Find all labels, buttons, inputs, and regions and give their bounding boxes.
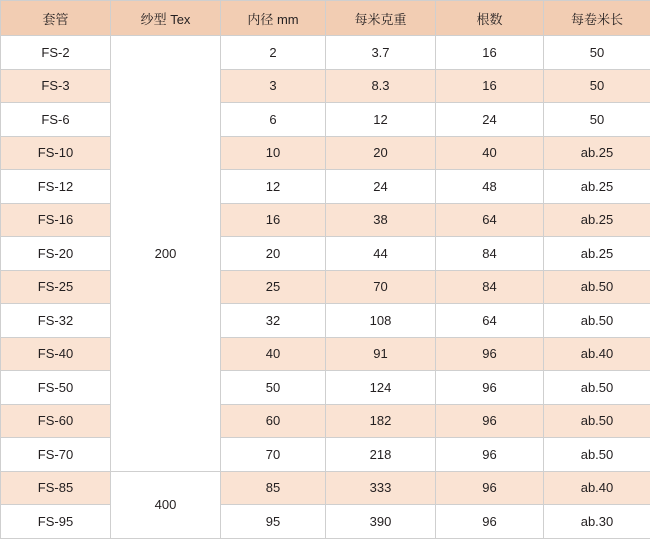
cell-length: 50 (544, 36, 650, 70)
cell-model: FS-50 (1, 371, 111, 405)
cell-model: FS-6 (1, 103, 111, 137)
cell-weight: 8.3 (326, 69, 436, 103)
table-row (1, 69, 650, 103)
cell-diameter: 25 (221, 270, 326, 304)
cell-model: FS-16 (1, 203, 111, 237)
table-row (1, 471, 650, 505)
cell-count: 96 (436, 337, 544, 371)
cell-diameter: 6 (221, 103, 326, 137)
cell-model: FS-32 (1, 304, 111, 338)
cell-count: 16 (436, 69, 544, 103)
table-row (1, 270, 650, 304)
cell-weight: 24 (326, 170, 436, 204)
cell-tex-group-2: 400 (111, 471, 221, 538)
table-row (1, 136, 650, 170)
cell-weight: 3.7 (326, 36, 436, 70)
cell-count: 96 (436, 438, 544, 472)
column-header-weight-per-meter: 每米克重 (326, 1, 436, 36)
cell-length: ab.50 (544, 270, 650, 304)
cell-length: ab.30 (544, 505, 650, 539)
cell-length: ab.50 (544, 371, 650, 405)
column-header-inner-diameter: 内径 mm (221, 1, 326, 36)
cell-diameter: 16 (221, 203, 326, 237)
cell-model: FS-12 (1, 170, 111, 204)
cell-weight: 44 (326, 237, 436, 271)
cell-weight: 218 (326, 438, 436, 472)
table-row (1, 237, 650, 271)
cell-tex-group-1: 200 (111, 36, 221, 472)
column-header-tex: 纱型 Tex (111, 1, 221, 36)
table-row (1, 505, 650, 539)
cell-model: FS-95 (1, 505, 111, 539)
cell-diameter: 20 (221, 237, 326, 271)
cell-diameter: 10 (221, 136, 326, 170)
cell-count: 84 (436, 270, 544, 304)
cell-diameter: 32 (221, 304, 326, 338)
cell-length: ab.25 (544, 237, 650, 271)
cell-model: FS-20 (1, 237, 111, 271)
table-row (1, 304, 650, 338)
cell-diameter: 50 (221, 371, 326, 405)
column-header-model: 套管 (1, 1, 111, 36)
column-header-strand-count: 根数 (436, 1, 544, 36)
cell-length: ab.40 (544, 471, 650, 505)
cell-length: ab.40 (544, 337, 650, 371)
cell-diameter: 60 (221, 404, 326, 438)
cell-length: ab.25 (544, 136, 650, 170)
cell-count: 96 (436, 371, 544, 405)
cell-count: 96 (436, 404, 544, 438)
table-row (1, 371, 650, 405)
cell-count: 64 (436, 203, 544, 237)
cell-length: ab.50 (544, 404, 650, 438)
cell-length: ab.50 (544, 304, 650, 338)
cell-weight: 333 (326, 471, 436, 505)
table-row (1, 404, 650, 438)
cell-model: FS-2 (1, 36, 111, 70)
cell-model: FS-70 (1, 438, 111, 472)
table-row (1, 203, 650, 237)
cell-diameter: 12 (221, 170, 326, 204)
cell-count: 40 (436, 136, 544, 170)
cell-weight: 182 (326, 404, 436, 438)
table-row (1, 103, 650, 137)
cell-weight: 124 (326, 371, 436, 405)
cell-diameter: 70 (221, 438, 326, 472)
table-body (1, 36, 650, 539)
cell-count: 24 (436, 103, 544, 137)
cell-model: FS-25 (1, 270, 111, 304)
cell-diameter: 40 (221, 337, 326, 371)
table-row (1, 438, 650, 472)
cell-length: ab.25 (544, 203, 650, 237)
cell-count: 96 (436, 505, 544, 539)
header-row (1, 1, 650, 36)
cell-weight: 12 (326, 103, 436, 137)
table-row (1, 337, 650, 371)
cell-model: FS-3 (1, 69, 111, 103)
cell-weight: 38 (326, 203, 436, 237)
cell-weight: 91 (326, 337, 436, 371)
cell-count: 96 (436, 471, 544, 505)
cell-weight: 20 (326, 136, 436, 170)
cell-diameter: 95 (221, 505, 326, 539)
cell-model: FS-40 (1, 337, 111, 371)
cell-weight: 108 (326, 304, 436, 338)
cell-count: 16 (436, 36, 544, 70)
table-row (1, 36, 650, 70)
column-header-roll-length: 每卷米长 (544, 1, 650, 36)
table-header (1, 1, 650, 36)
cell-count: 48 (436, 170, 544, 204)
cell-length: 50 (544, 69, 650, 103)
cell-length: 50 (544, 103, 650, 137)
table-row (1, 170, 650, 204)
cell-count: 64 (436, 304, 544, 338)
cell-model: FS-10 (1, 136, 111, 170)
cell-weight: 70 (326, 270, 436, 304)
cell-model: FS-85 (1, 471, 111, 505)
cell-model: FS-60 (1, 404, 111, 438)
cell-diameter: 2 (221, 36, 326, 70)
cell-diameter: 3 (221, 69, 326, 103)
cell-weight: 390 (326, 505, 436, 539)
cell-count: 84 (436, 237, 544, 271)
cell-length: ab.25 (544, 170, 650, 204)
cell-length: ab.50 (544, 438, 650, 472)
cell-diameter: 85 (221, 471, 326, 505)
